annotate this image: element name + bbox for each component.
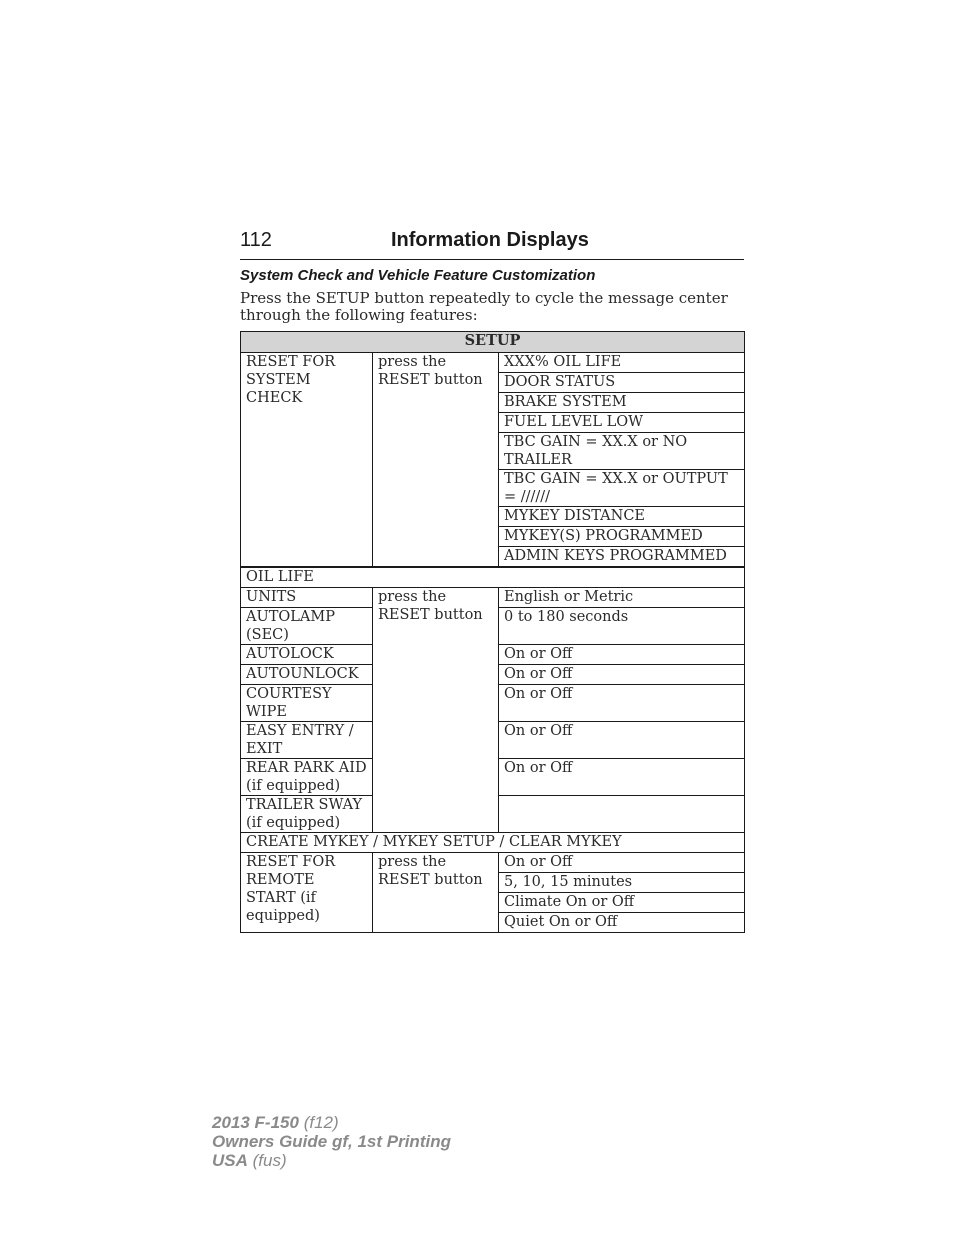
table-cell: TBC GAIN = XX.X or NO TRAILER	[499, 433, 745, 470]
feature-cell: REAR PARK AID (if equipped)	[241, 759, 373, 796]
footer	[212, 1113, 451, 1170]
feature-cell: EASY ENTRY / EXIT	[241, 722, 373, 759]
table-cell: MYKEY DISTANCE	[499, 507, 745, 527]
value-cell: English or Metric	[499, 588, 745, 608]
section-title: System Check and Vehicle Feature Customization	[240, 267, 596, 284]
footer-line-1	[212, 1113, 451, 1132]
value-cell: On or Off	[499, 722, 745, 759]
value-cell: On or Off	[499, 645, 745, 665]
feature-cell: AUTOLOCK	[241, 645, 373, 665]
oil-life-row: OIL LIFE	[241, 567, 745, 588]
feature-cell: AUTOLAMP (SEC)	[241, 608, 373, 645]
table-header-row	[241, 332, 745, 353]
group-label: RESET FOR SYSTEM CHECK	[241, 353, 373, 568]
footer-guide: Owners Guide gf, 1st Printing	[212, 1132, 451, 1151]
feature-cell: UNITS	[241, 588, 373, 608]
table-cell: TBC GAIN = XX.X or OUTPUT = //////	[499, 470, 745, 507]
value-cell	[499, 796, 745, 833]
footer-model: 2013 F-150	[212, 1113, 299, 1132]
feature-cell: AUTOUNLOCK	[241, 665, 373, 685]
feature-cell: TRAILER SWAY (if equipped)	[241, 796, 373, 833]
group-action: press the RESET button	[373, 588, 499, 833]
table-cell: BRAKE SYSTEM	[499, 393, 745, 413]
table-cell: On or Off	[499, 853, 745, 873]
group-action: press the RESET button	[373, 853, 499, 933]
setup-table	[240, 331, 745, 933]
mykey-row: CREATE MYKEY / MYKEY SETUP / CLEAR MYKEY	[241, 833, 745, 853]
page-title: Information Displays	[391, 229, 589, 251]
table-cell: DOOR STATUS	[499, 373, 745, 393]
table-cell: 5, 10, 15 minutes	[499, 873, 745, 893]
value-cell: On or Off	[499, 665, 745, 685]
table-header: SETUP	[241, 332, 745, 353]
value-cell: 0 to 180 seconds	[499, 608, 745, 645]
table-cell: Climate On or Off	[499, 893, 745, 913]
footer-market: USA	[212, 1151, 248, 1170]
group-label: RESET FOR REMOTE START (if equipped)	[241, 853, 373, 933]
intro-paragraph: Press the SETUP button repeatedly to cycle the message center through the following features:	[240, 289, 728, 324]
table-row	[241, 588, 745, 608]
table-cell: XXX% OIL LIFE	[499, 353, 745, 373]
table-row	[241, 833, 745, 853]
table-cell: Quiet On or Off	[499, 913, 745, 933]
header-divider	[240, 259, 744, 260]
group-action: press the RESET button	[373, 353, 499, 568]
value-cell: On or Off	[499, 759, 745, 796]
page-number: 112	[240, 229, 272, 251]
value-cell: On or Off	[499, 685, 745, 722]
table-cell: MYKEY(S) PROGRAMMED	[499, 527, 745, 547]
table-row	[241, 353, 745, 373]
footer-line-3	[212, 1151, 451, 1170]
footer-line-2	[212, 1132, 451, 1151]
table-cell: FUEL LEVEL LOW	[499, 413, 745, 433]
feature-cell: COURTESY WIPE	[241, 685, 373, 722]
table-row	[241, 567, 745, 588]
table-cell: ADMIN KEYS PROGRAMMED	[499, 547, 745, 568]
table-row	[241, 853, 745, 873]
footer-market-code: (fus)	[252, 1151, 287, 1170]
footer-model-code: (f12)	[303, 1113, 339, 1132]
